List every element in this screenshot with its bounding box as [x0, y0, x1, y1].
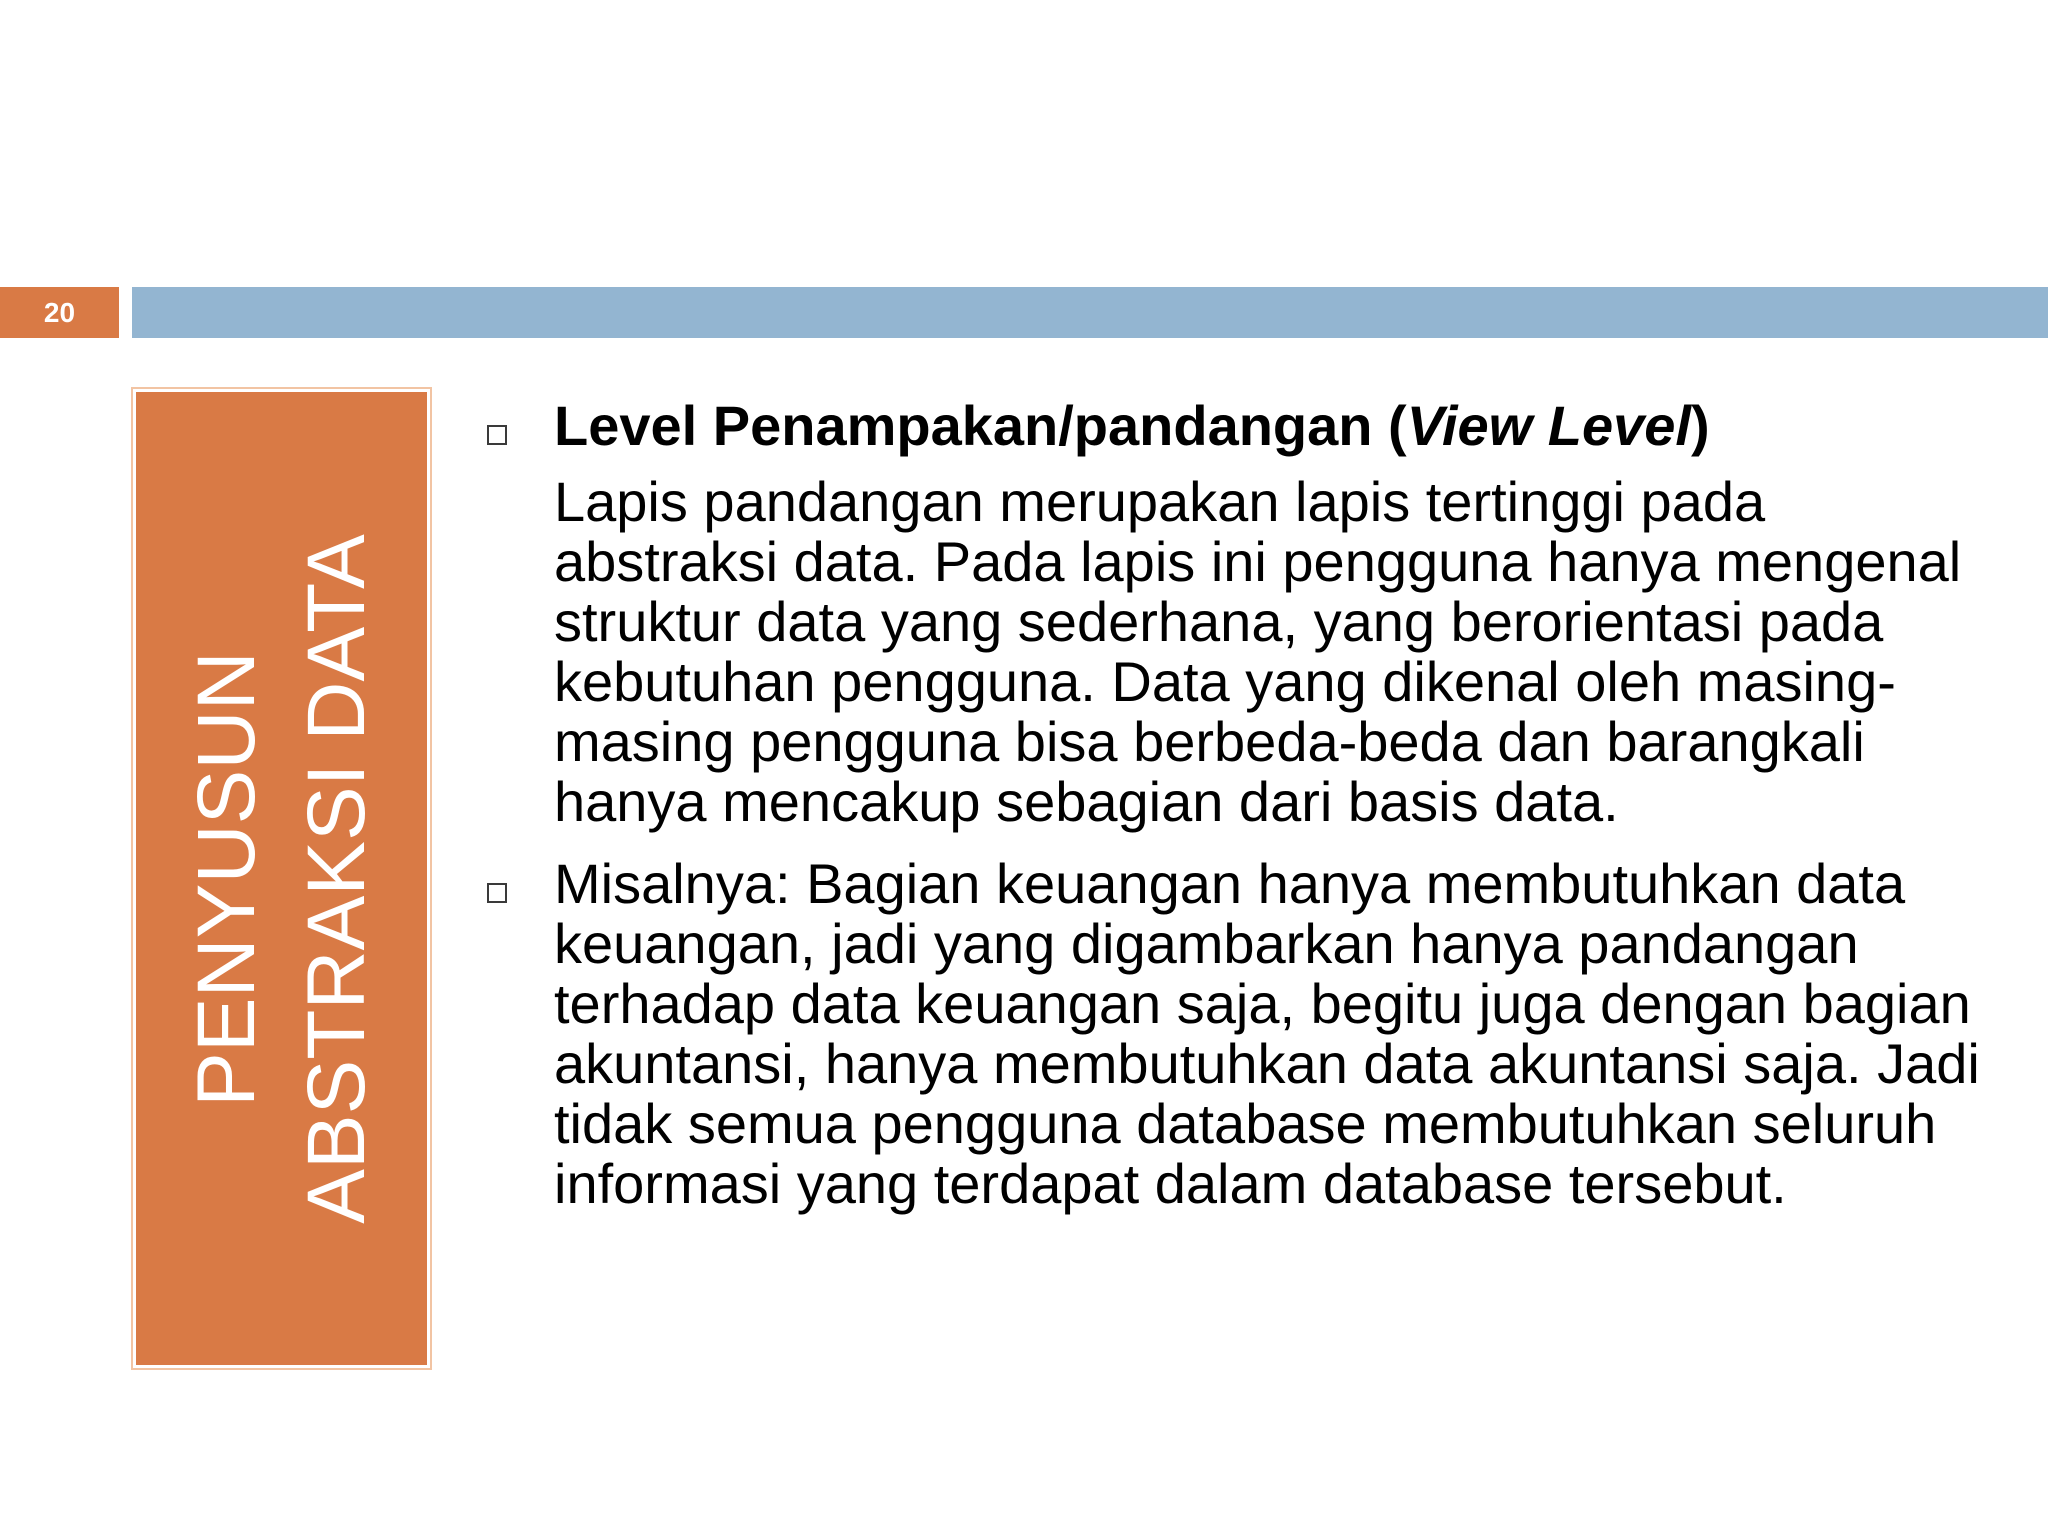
bullet-item-view-level [480, 388, 1980, 832]
side-title [172, 429, 392, 1329]
square-bullet-icon [487, 425, 507, 445]
bullet-item-example [480, 854, 1980, 1214]
bullet-paragraph: Lapis pandangan merupakan lapis tertinggi pada abstraksi data. Pada lapis ini pengguna hanya mengenal struktur data yang sederhana, yang berorientasi pada kebutuhan pengguna. Data yang dikenal oleh masing-masing pengguna bisa berbeda-beda dan barangkali hanya mencakup sebagian dari basis data. [554, 470, 1962, 833]
bullet-paragraph: Misalnya: Bagian keuangan hanya membutuhkan data keuangan, jadi yang digambarkan hanya pandangan terhadap data keuangan saja, begitu juga dengan bagian akuntansi, hanya membutuhkan data akuntansi saja. Jadi tidak semua pengguna database membutuhkan seluruh informasi yang terdapat dalam database tersebut. [554, 852, 1980, 1215]
bullet-heading [554, 388, 1980, 464]
heading-suffix: ) [1690, 394, 1710, 457]
side-title-box [131, 387, 432, 1370]
content-area [480, 388, 1980, 1214]
side-title-line-1: PENYUSUN [180, 650, 272, 1107]
heading-prefix: Level Penampakan/pandangan ( [554, 394, 1407, 457]
side-title-line-2: ABSTRAKSI DATA [290, 533, 382, 1224]
slide-number: 20 [0, 287, 119, 338]
heading-italic: View Level [1406, 394, 1691, 457]
square-bullet-icon [487, 883, 507, 903]
header-bar [132, 287, 2048, 338]
